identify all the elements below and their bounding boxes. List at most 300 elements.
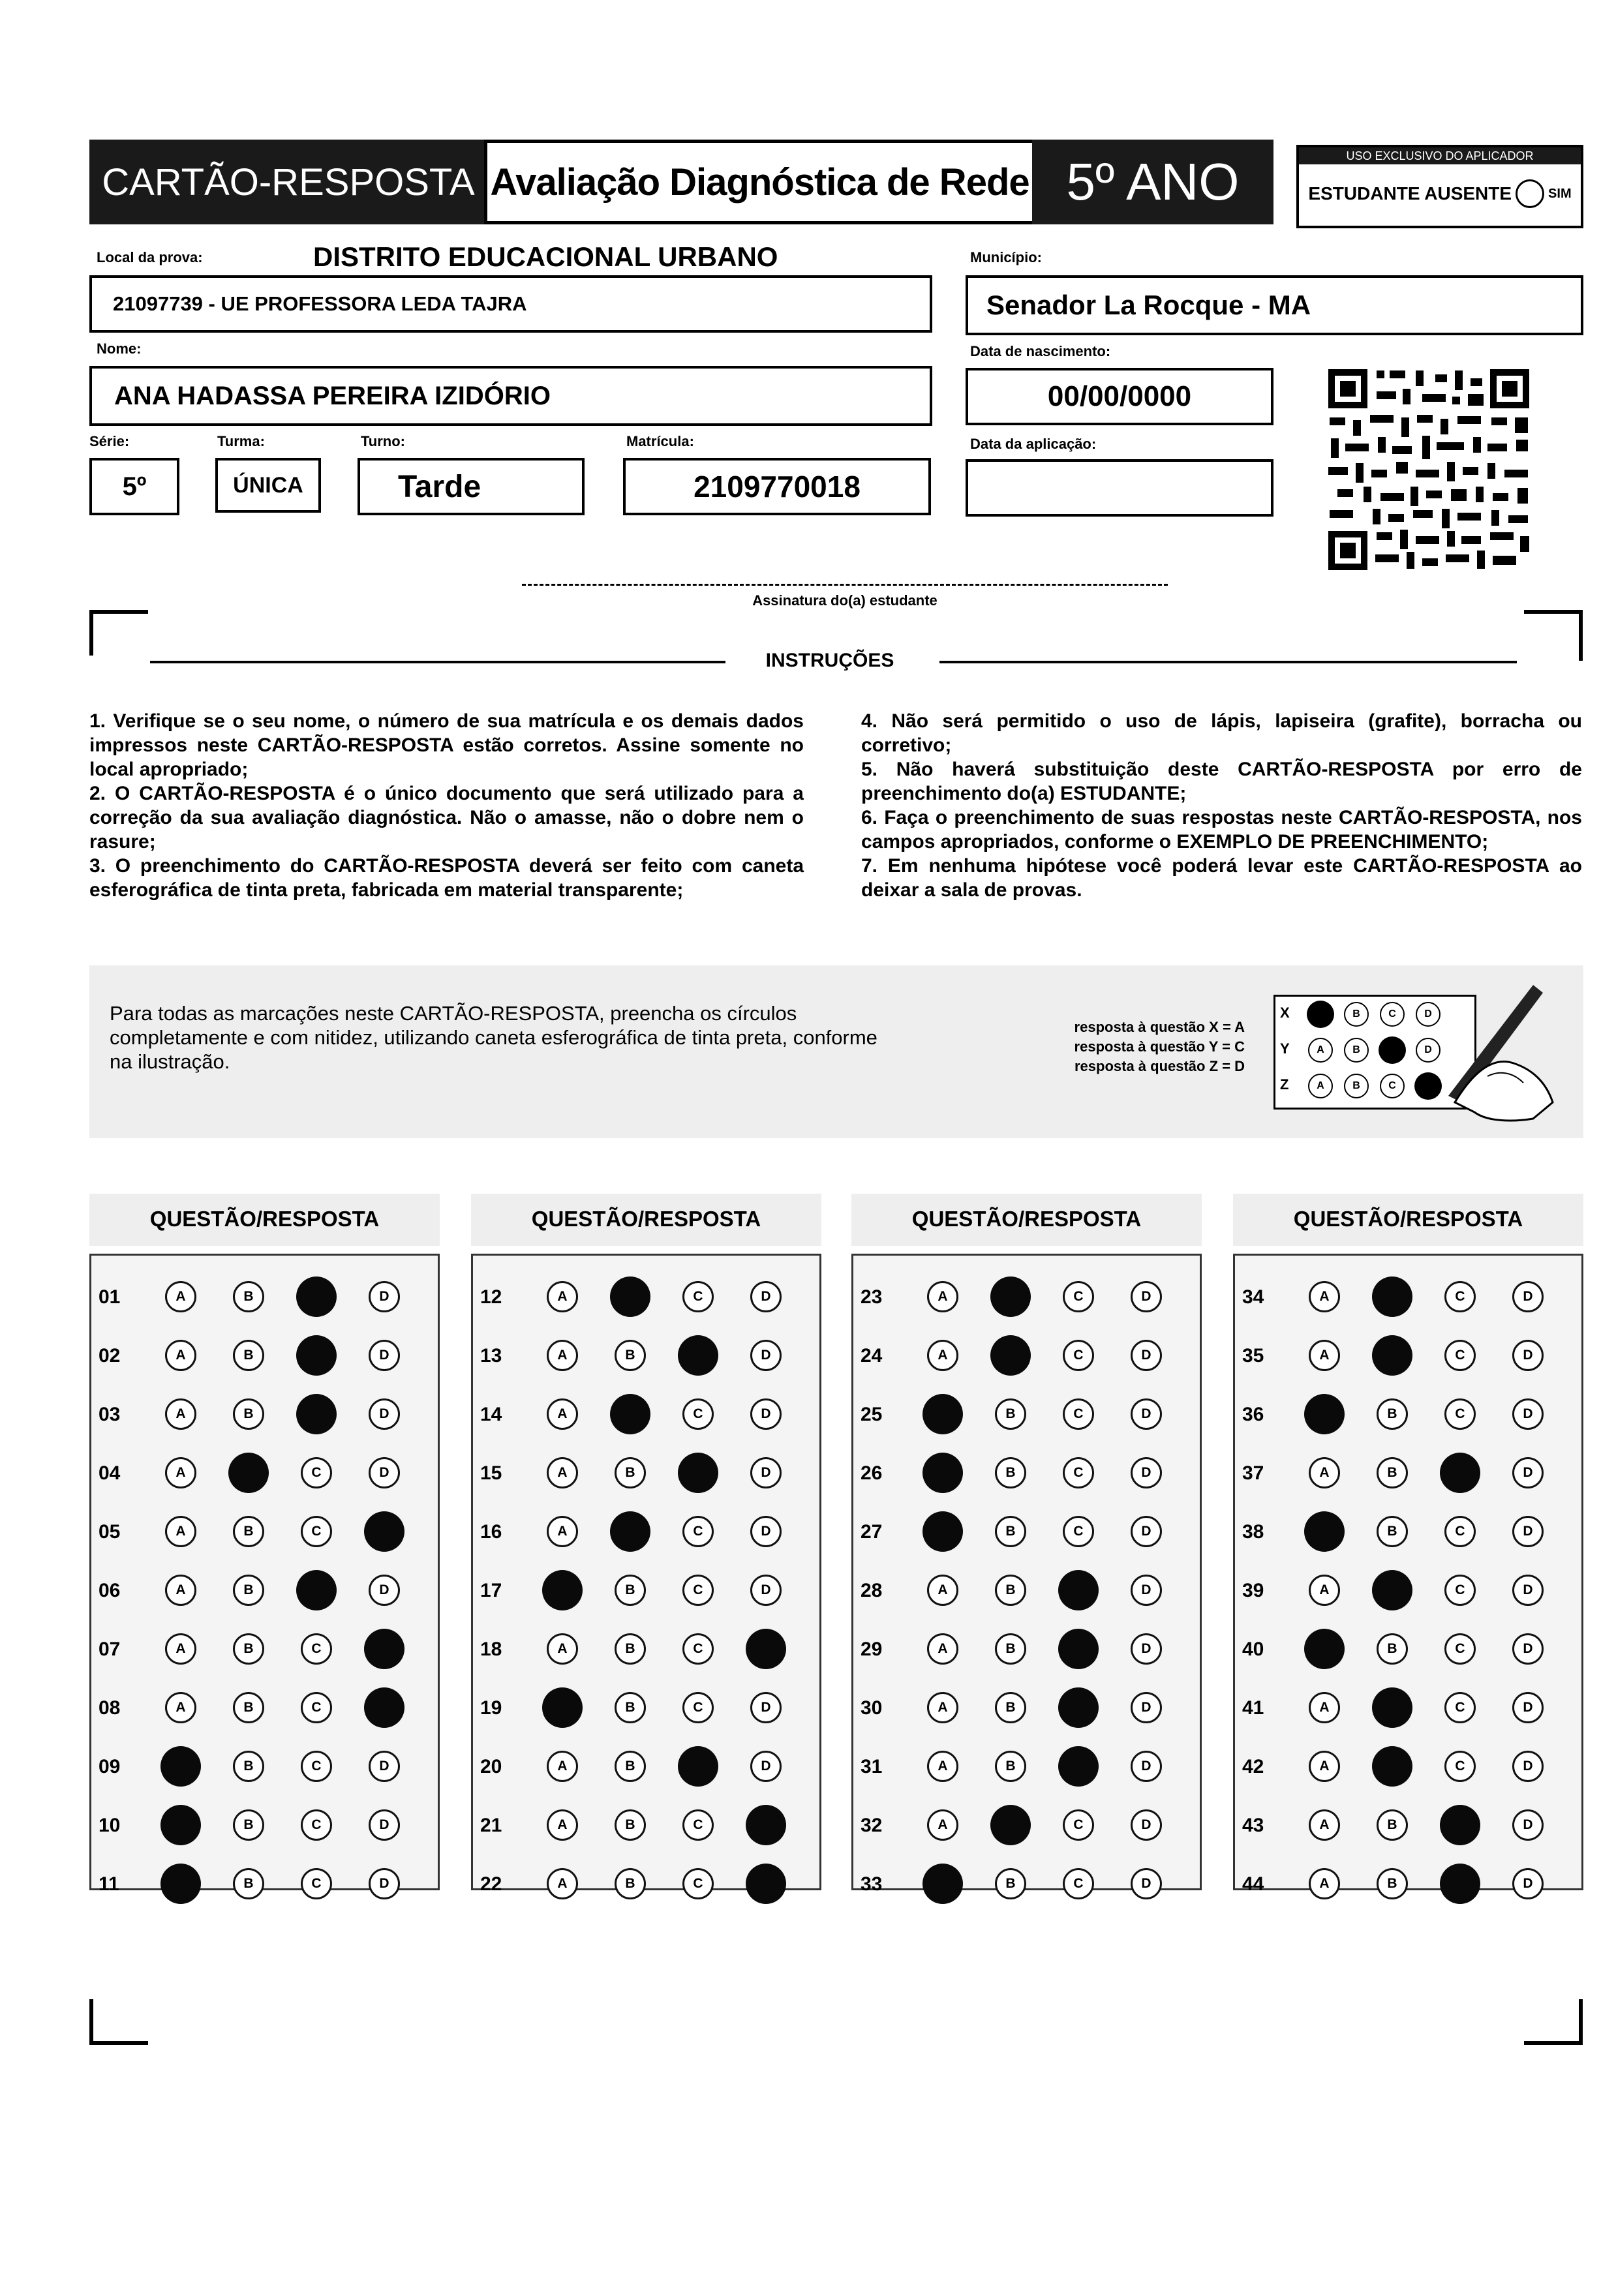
instruction-item: 1. Verifique se o seu nome, o número de sua matrícula e os demais dados impressos neste CARTÃO-RESPOSTA estão corretos. Assine somente no local apropriado; <box>89 710 804 780</box>
instruction-item: 7. Em nenhuma hipótese você poderá levar este CARTÃO-RESPOSTA ao deixar a sala de provas. <box>861 855 1582 901</box>
answer-bubble-a[interactable]: A <box>165 1398 196 1430</box>
answer-bubble-a[interactable]: A <box>165 1281 196 1312</box>
answer-bubble-d[interactable]: D <box>750 1692 782 1723</box>
example-legend-line: resposta à questão Y = C <box>1074 1038 1245 1055</box>
example-bubble-a: A <box>1308 1038 1333 1063</box>
instructions-rule-left <box>150 661 725 663</box>
nome-field[interactable] <box>89 366 932 426</box>
question-number: 23 <box>861 1286 883 1308</box>
answer-bubble-b[interactable]: B <box>233 1751 264 1782</box>
answer-bubble-d[interactable]: D <box>1512 1340 1544 1371</box>
answer-bubble-a[interactable]: A <box>165 1633 196 1665</box>
answer-bubble-b[interactable]: B <box>995 1751 1026 1782</box>
answer-row <box>1233 1329 1583 1382</box>
instruction-item: 2. O CARTÃO-RESPOSTA é o único documento que será utilizado para a correção da sua avaliação diagnóstica. Não o amasse, não o dobre nem o rasure; <box>89 783 804 853</box>
nascimento-field[interactable] <box>966 368 1273 425</box>
answer-bubble-b[interactable]: B <box>995 1398 1026 1430</box>
question-number: 27 <box>861 1521 883 1543</box>
answer-row <box>471 1799 821 1851</box>
answer-bubble-c[interactable]: C <box>301 1809 332 1841</box>
absent-label: ESTUDANTE AUSENTE <box>1308 183 1512 204</box>
instructions-title: INSTRUÇÕES <box>765 650 894 671</box>
example-legend-line: resposta à questão X = A <box>1074 1019 1245 1035</box>
school-field[interactable] <box>89 275 932 333</box>
answer-bubble-a[interactable]: A <box>547 1457 578 1488</box>
answer-bubble-c[interactable]: C <box>301 1868 332 1899</box>
answer-bubble-d[interactable]: D <box>1131 1398 1162 1430</box>
answer-bubble-b[interactable] <box>990 1805 1031 1845</box>
answer-bubble-c[interactable] <box>678 1746 718 1787</box>
question-number: 37 <box>1242 1462 1264 1484</box>
answer-bubble-c[interactable]: C <box>682 1633 714 1665</box>
answer-bubble-b[interactable]: B <box>615 1868 646 1899</box>
answer-bubble-d[interactable]: D <box>750 1398 782 1430</box>
municipio-field[interactable] <box>966 275 1583 335</box>
answer-bubble-a[interactable]: A <box>1309 1751 1340 1782</box>
answer-bubble-d[interactable]: D <box>1131 1809 1162 1841</box>
answer-bubble-b[interactable]: B <box>1377 1868 1408 1899</box>
answer-bubble-b[interactable]: B <box>615 1692 646 1723</box>
answer-row <box>1233 1505 1583 1558</box>
question-number: 18 <box>480 1639 502 1660</box>
answer-row <box>851 1858 1202 1910</box>
nome-value: ANA HADASSA PEREIRA IZIDÓRIO <box>114 381 551 410</box>
answer-bubble-b[interactable] <box>610 1276 650 1317</box>
answer-bubble-a[interactable]: A <box>1309 1281 1340 1312</box>
answer-bubble-a[interactable]: A <box>165 1457 196 1488</box>
turno-field[interactable] <box>358 458 585 515</box>
answer-bubble-c[interactable]: C <box>682 1575 714 1606</box>
example-bubble-c <box>1379 1036 1406 1064</box>
question-number: 38 <box>1242 1521 1264 1543</box>
answer-bubble-b[interactable]: B <box>1377 1516 1408 1547</box>
turno-label: Turno: <box>361 433 406 449</box>
answer-bubble-b[interactable] <box>990 1335 1031 1376</box>
answer-bubble-d[interactable]: D <box>1131 1575 1162 1606</box>
answer-row <box>89 1447 440 1499</box>
answer-bubble-d[interactable]: D <box>369 1809 400 1841</box>
instruction-item: 6. Faça o preenchimento de suas respostas neste CARTÃO-RESPOSTA, nos campos apropriados, conforme o EXEMPLO DE PREENCHIMENTO; <box>861 807 1582 853</box>
corner-mark-top-right <box>1524 610 1583 614</box>
instructions-left <box>89 709 804 902</box>
answer-bubble-d[interactable]: D <box>1512 1575 1544 1606</box>
answer-bubble-b[interactable] <box>1372 1335 1412 1376</box>
answer-bubble-c[interactable]: C <box>1063 1398 1094 1430</box>
nome-label: Nome: <box>97 340 142 357</box>
example-bubble-c: C <box>1380 1074 1405 1098</box>
question-number: 21 <box>480 1815 502 1836</box>
question-number: 26 <box>861 1462 883 1484</box>
example-bubble-d: D <box>1416 1038 1441 1063</box>
answer-bubble-d[interactable]: D <box>1512 1633 1544 1665</box>
answer-bubble-b[interactable] <box>610 1511 650 1552</box>
example-bubble-c: C <box>1380 1002 1405 1027</box>
answer-bubble-a[interactable] <box>542 1570 583 1610</box>
answer-bubble-c[interactable] <box>1058 1570 1099 1610</box>
answer-row <box>851 1623 1202 1675</box>
answer-bubble-d[interactable] <box>746 1805 786 1845</box>
question-number: 31 <box>861 1756 883 1777</box>
answer-bubble-c[interactable] <box>1440 1864 1480 1904</box>
corner-mark-top-right <box>1579 610 1583 661</box>
answer-bubble-b[interactable]: B <box>995 1692 1026 1723</box>
answer-bubble-a[interactable]: A <box>1309 1809 1340 1841</box>
answer-bubble-d[interactable]: D <box>1512 1868 1544 1899</box>
answer-bubble-d[interactable] <box>746 1864 786 1904</box>
answer-bubble-c[interactable] <box>296 1570 337 1610</box>
answer-bubble-a[interactable]: A <box>927 1809 958 1841</box>
answer-bubble-d[interactable] <box>746 1629 786 1669</box>
answer-bubble-d[interactable]: D <box>1131 1516 1162 1547</box>
serie-label: Série: <box>89 433 130 449</box>
answer-bubble-b[interactable]: B <box>615 1809 646 1841</box>
card-title-block <box>89 140 487 224</box>
question-number: 28 <box>861 1580 883 1601</box>
question-number: 05 <box>99 1521 121 1543</box>
answer-bubble-a[interactable]: A <box>927 1575 958 1606</box>
question-number: 04 <box>99 1462 121 1484</box>
instruction-item: 4. Não será permitido o uso de lápis, lapiseira (grafite), borracha ou corretivo; <box>861 710 1582 756</box>
answer-bubble-a[interactable]: A <box>927 1281 958 1312</box>
answer-bubble-c[interactable]: C <box>1063 1868 1094 1899</box>
answer-bubble-b[interactable]: B <box>615 1751 646 1782</box>
answer-bubble-c[interactable]: C <box>682 1809 714 1841</box>
answer-bubble-c[interactable]: C <box>682 1868 714 1899</box>
grade-title-block <box>1032 140 1273 224</box>
answer-bubble-a[interactable] <box>160 1805 201 1845</box>
answer-row <box>89 1858 440 1910</box>
answer-bubble-a[interactable] <box>1304 1629 1345 1669</box>
answer-bubble-d[interactable]: D <box>1131 1281 1162 1312</box>
corner-mark-bottom-left <box>89 1999 93 2045</box>
answer-bubble-d[interactable]: D <box>750 1516 782 1547</box>
answer-row <box>89 1564 440 1616</box>
answer-bubble-a[interactable] <box>1304 1394 1345 1434</box>
matricula-value: 2109770018 <box>694 470 861 504</box>
answer-bubble-a[interactable]: A <box>165 1516 196 1547</box>
answer-bubble-c[interactable] <box>678 1453 718 1493</box>
serie-field[interactable] <box>89 458 179 515</box>
answer-bubble-a[interactable]: A <box>547 1633 578 1665</box>
answer-row <box>851 1447 1202 1499</box>
answer-bubble-b[interactable] <box>228 1453 269 1493</box>
answer-row <box>89 1740 440 1792</box>
answer-bubble-d[interactable]: D <box>1512 1516 1544 1547</box>
answer-bubble-c[interactable] <box>296 1276 337 1317</box>
question-number: 44 <box>1242 1873 1264 1895</box>
answer-bubble-a[interactable] <box>542 1687 583 1728</box>
answer-row <box>89 1271 440 1323</box>
answer-bubble-b[interactable]: B <box>1377 1809 1408 1841</box>
question-number: 22 <box>480 1873 502 1895</box>
answer-bubble-d[interactable]: D <box>1131 1868 1162 1899</box>
answer-bubble-d[interactable]: D <box>369 1281 400 1312</box>
example-row-label: X <box>1280 1004 1290 1021</box>
nascimento-label: Data de nascimento: <box>970 343 1111 359</box>
answer-bubble-c[interactable]: C <box>1063 1340 1094 1371</box>
answer-bubble-c[interactable]: C <box>1063 1457 1094 1488</box>
corner-mark-bottom-right <box>1579 1999 1583 2045</box>
example-bubble-a <box>1307 1001 1334 1028</box>
municipio-value: Senador La Rocque - MA <box>986 290 1311 320</box>
answer-bubble-c[interactable] <box>296 1335 337 1376</box>
answer-bubble-b[interactable] <box>1372 1570 1412 1610</box>
answer-row <box>471 1271 821 1323</box>
example-legend <box>1029 1018 1245 1076</box>
answer-bubble-a[interactable] <box>160 1864 201 1904</box>
answer-row <box>1233 1740 1583 1792</box>
answer-bubble-c[interactable]: C <box>301 1633 332 1665</box>
signature-label: Assinatura do(a) estudante <box>752 592 938 609</box>
answer-bubble-a[interactable]: A <box>547 1809 578 1841</box>
question-number: 09 <box>99 1756 121 1777</box>
answer-bubble-c[interactable]: C <box>1444 1575 1476 1606</box>
answer-bubble-c[interactable]: C <box>1063 1516 1094 1547</box>
answer-row <box>1233 1447 1583 1499</box>
answer-row <box>89 1623 440 1675</box>
card-title: CARTÃO-RESPOSTA <box>102 160 475 204</box>
answer-bubble-b[interactable]: B <box>233 1575 264 1606</box>
turma-value: ÚNICA <box>233 472 303 498</box>
answer-row <box>471 1505 821 1558</box>
answer-bubble-c[interactable]: C <box>682 1281 714 1312</box>
answer-bubble-d[interactable] <box>364 1629 404 1669</box>
answer-bubble-b[interactable] <box>1372 1687 1412 1728</box>
answer-bubble-a[interactable]: A <box>1309 1692 1340 1723</box>
answer-bubble-b[interactable]: B <box>995 1516 1026 1547</box>
answer-bubble-d[interactable]: D <box>750 1340 782 1371</box>
answer-bubble-c[interactable] <box>1058 1746 1099 1787</box>
answer-bubble-a[interactable]: A <box>927 1340 958 1371</box>
example-row-label: Z <box>1280 1076 1289 1093</box>
answer-bubble-b[interactable]: B <box>233 1516 264 1547</box>
answer-row <box>471 1623 821 1675</box>
answer-bubble-b[interactable]: B <box>233 1340 264 1371</box>
answer-bubble-c[interactable]: C <box>1444 1340 1476 1371</box>
matricula-label: Matrícula: <box>626 433 694 449</box>
answer-bubble-a[interactable] <box>922 1511 963 1552</box>
answer-bubble-d[interactable]: D <box>750 1751 782 1782</box>
answer-bubble-c[interactable]: C <box>301 1751 332 1782</box>
answer-bubble-b[interactable]: B <box>233 1633 264 1665</box>
answer-bubble-a[interactable]: A <box>1309 1340 1340 1371</box>
answer-bubble-c[interactable] <box>678 1335 718 1376</box>
local-value: DISTRITO EDUCACIONAL URBANO <box>313 241 778 272</box>
answer-bubble-a[interactable]: A <box>1309 1457 1340 1488</box>
answer-bubble-d[interactable]: D <box>1512 1457 1544 1488</box>
answer-bubble-d[interactable] <box>364 1687 404 1728</box>
answer-bubble-a[interactable]: A <box>927 1692 958 1723</box>
answer-bubble-d[interactable]: D <box>1512 1281 1544 1312</box>
question-number: 35 <box>1242 1345 1264 1367</box>
answer-bubble-d[interactable]: D <box>750 1575 782 1606</box>
answer-row <box>1233 1799 1583 1851</box>
pen-hand-illustration <box>1435 972 1566 1128</box>
answer-bubble-c[interactable]: C <box>1444 1751 1476 1782</box>
example-bubble-d: D <box>1416 1002 1441 1027</box>
answer-row <box>1233 1682 1583 1734</box>
answer-bubble-c[interactable]: C <box>1444 1398 1476 1430</box>
question-number: 36 <box>1242 1404 1264 1425</box>
answer-bubble-b[interactable] <box>1372 1276 1412 1317</box>
answer-bubble-b[interactable]: B <box>233 1809 264 1841</box>
answer-bubble-a[interactable]: A <box>547 1398 578 1430</box>
answer-bubble-c[interactable] <box>1440 1453 1480 1493</box>
answer-bubble-c[interactable] <box>1058 1629 1099 1669</box>
answer-row <box>89 1329 440 1382</box>
turma-field[interactable] <box>215 458 321 513</box>
answer-bubble-c[interactable]: C <box>682 1398 714 1430</box>
answer-bubble-c[interactable] <box>296 1394 337 1434</box>
answer-bubble-a[interactable]: A <box>927 1633 958 1665</box>
answer-bubble-b[interactable]: B <box>233 1692 264 1723</box>
answer-bubble-a[interactable]: A <box>1309 1575 1340 1606</box>
answer-bubble-a[interactable] <box>1304 1511 1345 1552</box>
question-number: 17 <box>480 1580 502 1601</box>
answer-bubble-a[interactable]: A <box>547 1751 578 1782</box>
answer-bubble-a[interactable]: A <box>165 1340 196 1371</box>
question-number: 14 <box>480 1404 502 1425</box>
question-number: 43 <box>1242 1815 1264 1836</box>
answer-bubble-d[interactable]: D <box>1131 1692 1162 1723</box>
question-number: 20 <box>480 1756 502 1777</box>
question-number: 41 <box>1242 1697 1264 1719</box>
answer-bubble-a[interactable]: A <box>165 1692 196 1723</box>
answer-bubble-b[interactable]: B <box>1377 1457 1408 1488</box>
grade-title: 5º ANO <box>1066 153 1240 211</box>
qr-code <box>1324 365 1533 574</box>
answer-bubble-b[interactable]: B <box>615 1457 646 1488</box>
question-number: 25 <box>861 1404 883 1425</box>
question-number: 32 <box>861 1815 883 1836</box>
answer-bubble-a[interactable] <box>160 1746 201 1787</box>
question-number: 39 <box>1242 1580 1264 1601</box>
example-bubble-b: B <box>1344 1074 1369 1098</box>
question-number: 24 <box>861 1345 883 1367</box>
instructions-right <box>861 709 1582 902</box>
answer-row <box>1233 1623 1583 1675</box>
answer-bubble-d[interactable]: D <box>750 1457 782 1488</box>
example-row-label: Y <box>1280 1040 1290 1057</box>
answer-bubble-b[interactable]: B <box>615 1633 646 1665</box>
answer-bubble-c[interactable]: C <box>301 1692 332 1723</box>
answer-bubble-a[interactable]: A <box>547 1281 578 1312</box>
answer-bubble-d[interactable]: D <box>369 1340 400 1371</box>
answer-bubble-d[interactable]: D <box>1131 1633 1162 1665</box>
answer-row <box>1233 1271 1583 1323</box>
answer-bubble-c[interactable]: C <box>682 1692 714 1723</box>
answer-bubble-b[interactable] <box>1372 1746 1412 1787</box>
answer-bubble-d[interactable]: D <box>1512 1398 1544 1430</box>
answer-bubble-a[interactable] <box>922 1864 963 1904</box>
answer-row <box>471 1564 821 1616</box>
matricula-field[interactable] <box>623 458 931 515</box>
answer-bubble-b[interactable]: B <box>233 1281 264 1312</box>
answer-bubble-a[interactable]: A <box>547 1516 578 1547</box>
answer-bubble-b[interactable]: B <box>233 1398 264 1430</box>
answer-bubble-d[interactable]: D <box>1131 1751 1162 1782</box>
answer-bubble-b[interactable]: B <box>995 1457 1026 1488</box>
answer-bubble-a[interactable] <box>922 1453 963 1493</box>
answer-row <box>851 1564 1202 1616</box>
answer-row <box>89 1505 440 1558</box>
instructions-rule-right <box>939 661 1517 663</box>
question-number: 19 <box>480 1697 502 1719</box>
answer-bubble-a[interactable]: A <box>547 1340 578 1371</box>
answer-bubble-d[interactable]: D <box>1512 1692 1544 1723</box>
answer-bubble-d[interactable]: D <box>1512 1751 1544 1782</box>
answer-bubble-c[interactable]: C <box>1444 1516 1476 1547</box>
answer-bubble-d[interactable]: D <box>750 1281 782 1312</box>
answer-row <box>851 1329 1202 1382</box>
answer-bubble-c[interactable]: C <box>1063 1281 1094 1312</box>
answer-bubble-a[interactable]: A <box>547 1868 578 1899</box>
answer-bubble-b[interactable]: B <box>995 1633 1026 1665</box>
answer-bubble-c[interactable]: C <box>1444 1692 1476 1723</box>
answer-bubble-b[interactable]: B <box>995 1868 1026 1899</box>
answer-bubble-b[interactable]: B <box>995 1575 1026 1606</box>
answer-bubble-d[interactable]: D <box>369 1575 400 1606</box>
answer-bubble-b[interactable] <box>990 1276 1031 1317</box>
answer-bubble-d[interactable] <box>364 1511 404 1552</box>
answer-bubble-d[interactable]: D <box>369 1398 400 1430</box>
corner-mark-bottom-right <box>1524 2041 1583 2045</box>
answer-bubble-c[interactable]: C <box>1063 1809 1094 1841</box>
example-legend-line: resposta à questão Z = D <box>1074 1058 1245 1074</box>
answer-bubble-a[interactable]: A <box>927 1751 958 1782</box>
answer-bubble-c[interactable]: C <box>1444 1281 1476 1312</box>
answer-bubble-c[interactable] <box>1058 1687 1099 1728</box>
aplicacao-label: Data da aplicação: <box>970 436 1097 452</box>
answer-bubble-c[interactable]: C <box>301 1516 332 1547</box>
absent-checkbox[interactable] <box>1516 179 1544 208</box>
answer-bubble-a[interactable] <box>922 1394 963 1434</box>
question-number: 40 <box>1242 1639 1264 1660</box>
answer-bubble-c[interactable] <box>1440 1805 1480 1845</box>
aplicacao-field[interactable] <box>966 459 1273 517</box>
answer-bubble-d[interactable]: D <box>1131 1340 1162 1371</box>
answer-bubble-b[interactable] <box>610 1394 650 1434</box>
answer-bubble-b[interactable]: B <box>615 1575 646 1606</box>
answer-bubble-c[interactable]: C <box>1444 1633 1476 1665</box>
answer-bubble-a[interactable]: A <box>165 1575 196 1606</box>
signature-line[interactable] <box>522 584 1168 586</box>
answer-bubble-c[interactable]: C <box>682 1516 714 1547</box>
answer-bubble-d[interactable]: D <box>369 1868 400 1899</box>
answer-bubble-d[interactable]: D <box>1512 1809 1544 1841</box>
serie-value: 5º <box>122 472 147 501</box>
answer-bubble-a[interactable]: A <box>1309 1868 1340 1899</box>
answer-bubble-b[interactable]: B <box>233 1868 264 1899</box>
corner-mark-top-left <box>89 610 93 656</box>
question-number: 16 <box>480 1521 502 1543</box>
answer-row <box>471 1388 821 1440</box>
answer-bubble-d[interactable]: D <box>1131 1457 1162 1488</box>
answer-row <box>851 1505 1202 1558</box>
corner-mark-top-left <box>89 610 148 614</box>
answer-bubble-c[interactable]: C <box>301 1457 332 1488</box>
answer-bubble-d[interactable]: D <box>369 1751 400 1782</box>
answer-bubble-b[interactable]: B <box>615 1340 646 1371</box>
answer-bubble-b[interactable]: B <box>1377 1398 1408 1430</box>
question-number: 34 <box>1242 1286 1264 1308</box>
answer-bubble-d[interactable]: D <box>369 1457 400 1488</box>
answer-bubble-b[interactable]: B <box>1377 1633 1408 1665</box>
question-number: 03 <box>99 1404 121 1425</box>
local-label: Local da prova: <box>97 249 203 265</box>
example-bubble-b: B <box>1344 1002 1369 1027</box>
question-number: 10 <box>99 1815 121 1836</box>
